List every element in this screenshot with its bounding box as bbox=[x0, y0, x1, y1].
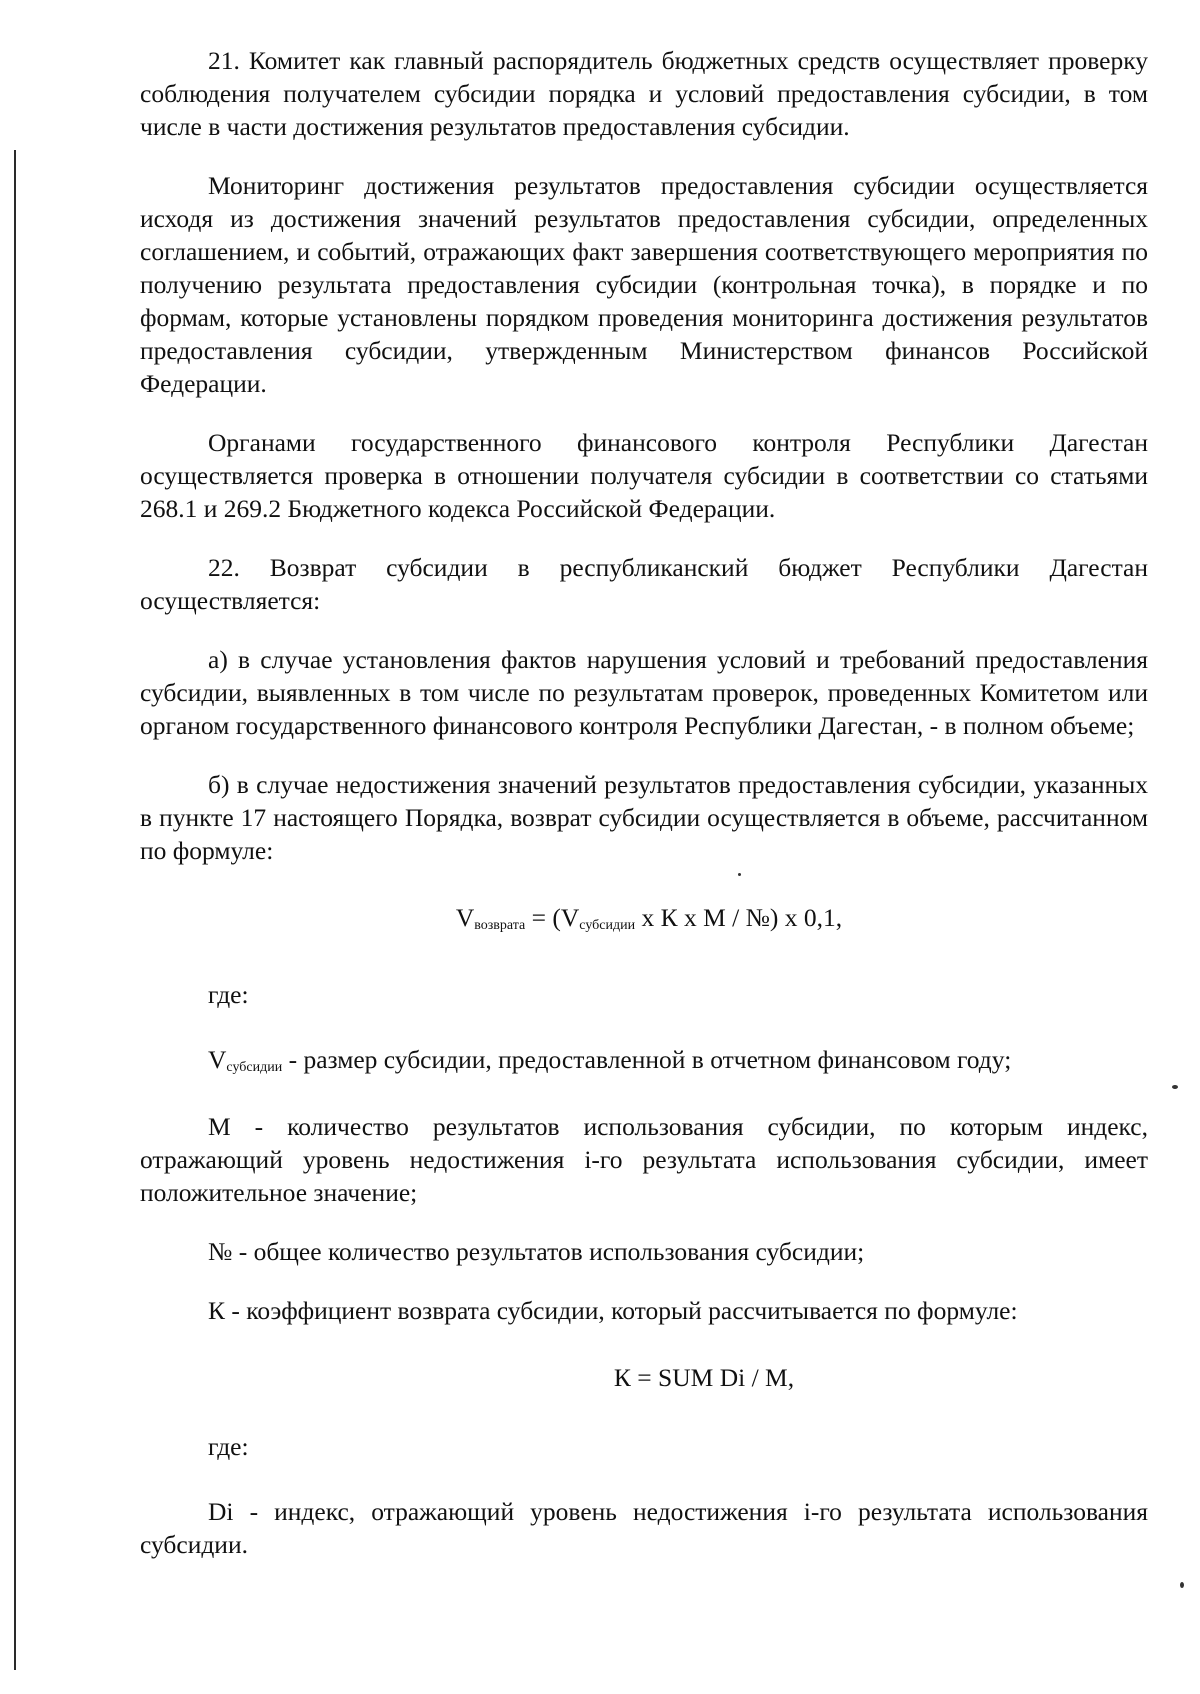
formula-coefficient-k: К = SUM Di / М, bbox=[613, 1363, 795, 1392]
formula-v: V bbox=[455, 903, 475, 932]
definition-k: К - коэффициент возврата субсидии, который рассчитывается по формуле: bbox=[208, 1296, 1018, 1325]
scan-speck bbox=[1172, 1085, 1178, 1089]
definition-n: № - общее количество результатов использования субсидии; bbox=[208, 1237, 865, 1266]
scan-speck bbox=[738, 873, 741, 876]
def-v-sub: субсидии bbox=[226, 1060, 283, 1075]
definition-m: М - количество результатов использования субсидии, по которым индекс, отражающий уровень недостижения i-го результата использования субсидии, имеет положительное значение; bbox=[140, 1112, 1148, 1207]
formula-return-volume bbox=[140, 901, 1148, 942]
def-v-text: - размер субсидии, предоставленной в отчетном финансовом году; bbox=[282, 1045, 1012, 1074]
paragraph-22: 22. Возврат субсидии в республиканский бюджет Республики Дагестан осуществляется: bbox=[140, 553, 1148, 615]
paragraph-22b: б) в случае недостижения значений результатов предоставления субсидии, указанных в пункте 17 настоящего Порядка, возврат субсидии осуществляется в объеме, рассчитанном по формуле: bbox=[140, 770, 1148, 865]
formula-eq-open: = (V bbox=[525, 903, 580, 932]
definition-v-subsidy bbox=[140, 1043, 1148, 1084]
formula-sub-return: возврата bbox=[474, 918, 526, 933]
scan-edge-line bbox=[14, 150, 16, 1670]
formula-rest: х К х М / №) х 0,1, bbox=[635, 903, 843, 932]
definition-di: Di - индекс, отражающий уровень недостижения i-го результата использования субсидии. bbox=[140, 1497, 1148, 1559]
document-page bbox=[140, 44, 1148, 1587]
paragraph-22a: а) в случае установления фактов нарушения условий и требований предоставления субсидии, выявленных в том числе по результатам проверок, проведенных Комитетом или органом государственного финансового контроля Республики Дагестан, - в полном объеме; bbox=[140, 645, 1148, 740]
def-v-symbol: V bbox=[208, 1045, 227, 1074]
paragraph-financial-control: Органами государственного финансового контроля Республики Дагестан осуществляется проверка в отношении получателя субсидии в соответствии со статьями 268.1 и 269.2 Бюджетного кодекса Российской Федерации. bbox=[140, 428, 1148, 523]
paragraph-monitoring: Мониторинг достижения результатов предоставления субсидии осуществляется исходя из достижения значений результатов предоставления субсидии, определенных соглашением, и событий, отражающих факт завершения соответствующего мероприятия по получению результата предоставления субсидии (контрольная точка), в порядке и по формам, которые установлены порядком проведения мониторинга достижения результатов предоставления субсидии, утвержденным Министерством финансов Российской Федерации. bbox=[140, 171, 1148, 398]
where-label-2: где: bbox=[208, 1432, 249, 1461]
scan-speck bbox=[1180, 1582, 1184, 1588]
formula-sub-subsidy: субсидии bbox=[579, 918, 636, 933]
where-label-1: где: bbox=[208, 980, 249, 1009]
paragraph-21: 21. Комитет как главный распорядитель бюджетных средств осуществляет проверку соблюдения получателем субсидии порядка и условий предоставления субсидии, в том числе в части достижения результатов предоставления субсидии. bbox=[140, 46, 1148, 141]
